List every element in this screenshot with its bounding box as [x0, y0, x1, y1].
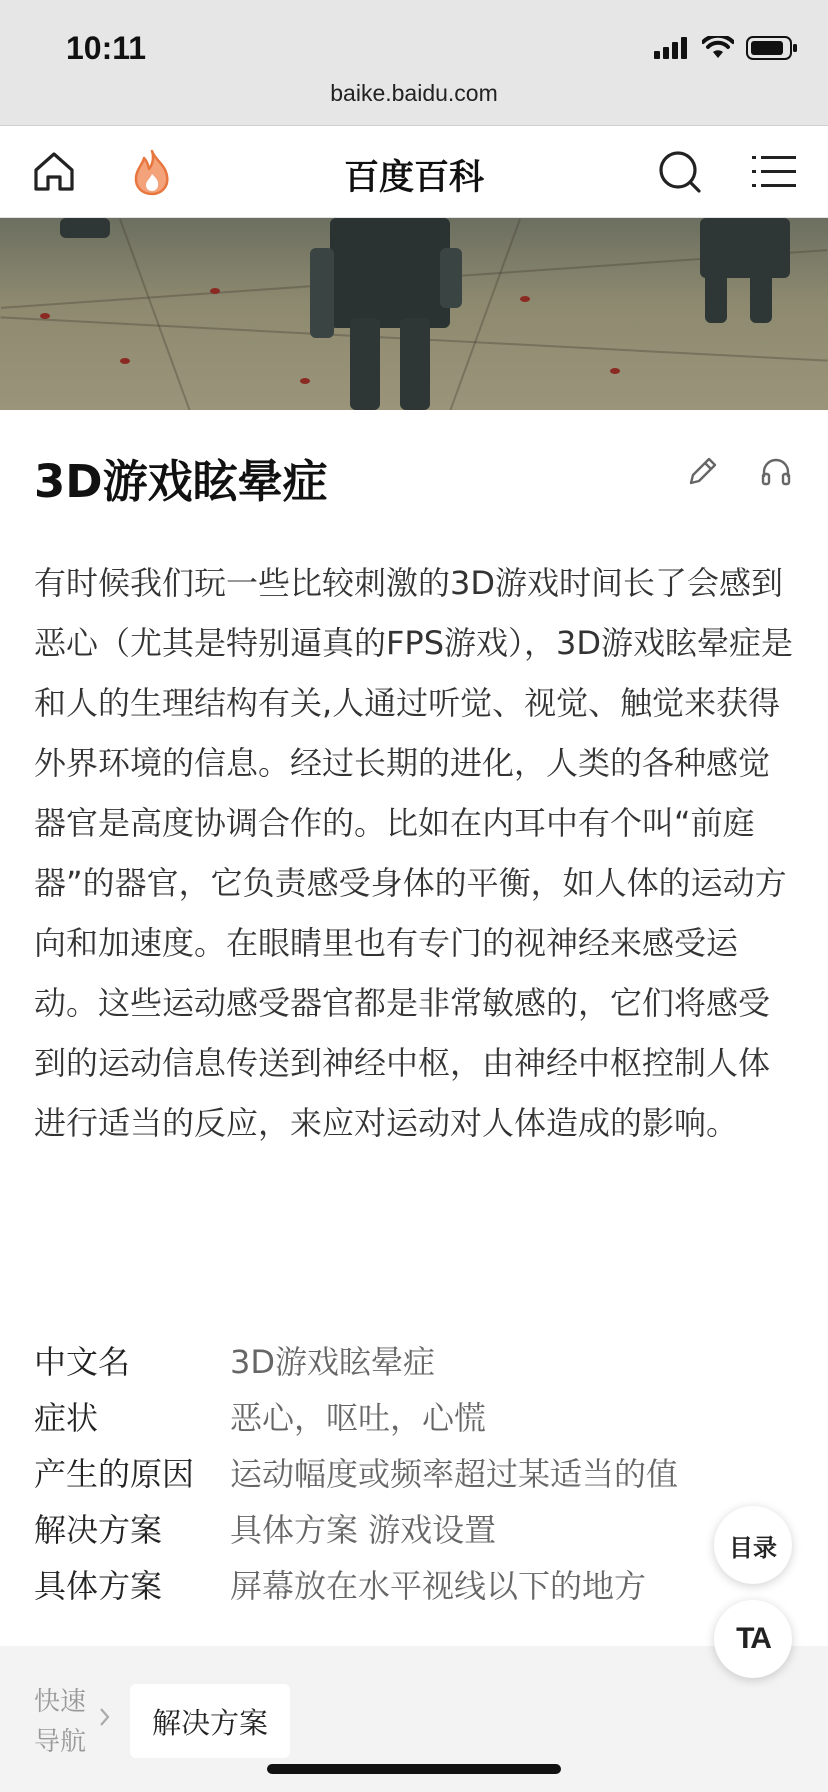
menu-button[interactable] [746, 144, 802, 200]
quick-nav-label: 快速导航 [34, 1687, 87, 1757]
info-key: 解决方案 [34, 1511, 163, 1549]
article-cover-image[interactable] [0, 218, 828, 410]
info-value: 具体方案 游戏设置 [230, 1511, 497, 1549]
text-size-button[interactable]: TA [714, 1600, 792, 1678]
info-row [34, 1500, 796, 1556]
info-key: 产生的原因 [34, 1455, 195, 1493]
url-bar[interactable]: baike.baidu.com [330, 80, 498, 106]
search-button[interactable] [652, 144, 708, 200]
system-icons [654, 36, 798, 60]
info-key: 症状 [34, 1399, 99, 1437]
basic-info-table [34, 1332, 796, 1612]
status-bar [0, 0, 828, 126]
wifi-icon [702, 36, 734, 60]
info-row [34, 1388, 796, 1444]
signal-icon [654, 37, 690, 59]
info-row [34, 1556, 796, 1612]
pencil-icon [685, 455, 719, 489]
battery-icon [746, 36, 798, 60]
info-value: 恶心，呕吐，心慌 [230, 1399, 487, 1437]
menu-icon [752, 152, 796, 192]
home-indicator [267, 1764, 561, 1774]
edit-button[interactable] [682, 452, 722, 492]
info-key: 具体方案 [34, 1567, 163, 1605]
clock: 10:11 [66, 30, 147, 66]
headphones-icon [759, 455, 793, 489]
quick-nav-chip[interactable]: 解决方案 [130, 1684, 290, 1758]
info-value: 屏幕放在水平视线以下的地方 [230, 1567, 647, 1605]
article-summary: 有时候我们玩一些比较刺激的3D游戏时间长了会感到恶心（尤其是特别逼真的FPS游戏），3D游戏眩晕症是和人的生理结构有关,人通过听觉、视觉、触觉来获得外界环境的信息。经过长期的进化，人类的各种感觉器官是高度协调合作的。比如在内耳中有个叫“前庭器”的器官，它负责感受身体的平衡，如人体的运动方向和加速度。在眼睛里也有专门的视神经来感受运动。这些运动感受器官都是非常敏感的，它们将感受到的运动信息传送到神经中枢，由神经中枢控制人体进行适当的反应，来应对运动对人体造成的影响。 [34, 564, 794, 1142]
article-title: 3D游戏眩晕症 [34, 455, 328, 508]
chevron-right-icon [98, 1706, 112, 1728]
site-title: 百度百科 [343, 158, 484, 198]
search-icon [657, 149, 703, 195]
info-row [34, 1332, 796, 1388]
listen-button[interactable] [756, 452, 796, 492]
toc-button[interactable]: 目录 [714, 1506, 792, 1584]
info-key: 中文名 [34, 1343, 131, 1381]
info-row [34, 1444, 796, 1500]
top-nav [0, 126, 828, 218]
info-value: 运动幅度或频率超过某适当的值 [230, 1455, 679, 1493]
info-value: 3D游戏眩晕症 [230, 1343, 436, 1381]
